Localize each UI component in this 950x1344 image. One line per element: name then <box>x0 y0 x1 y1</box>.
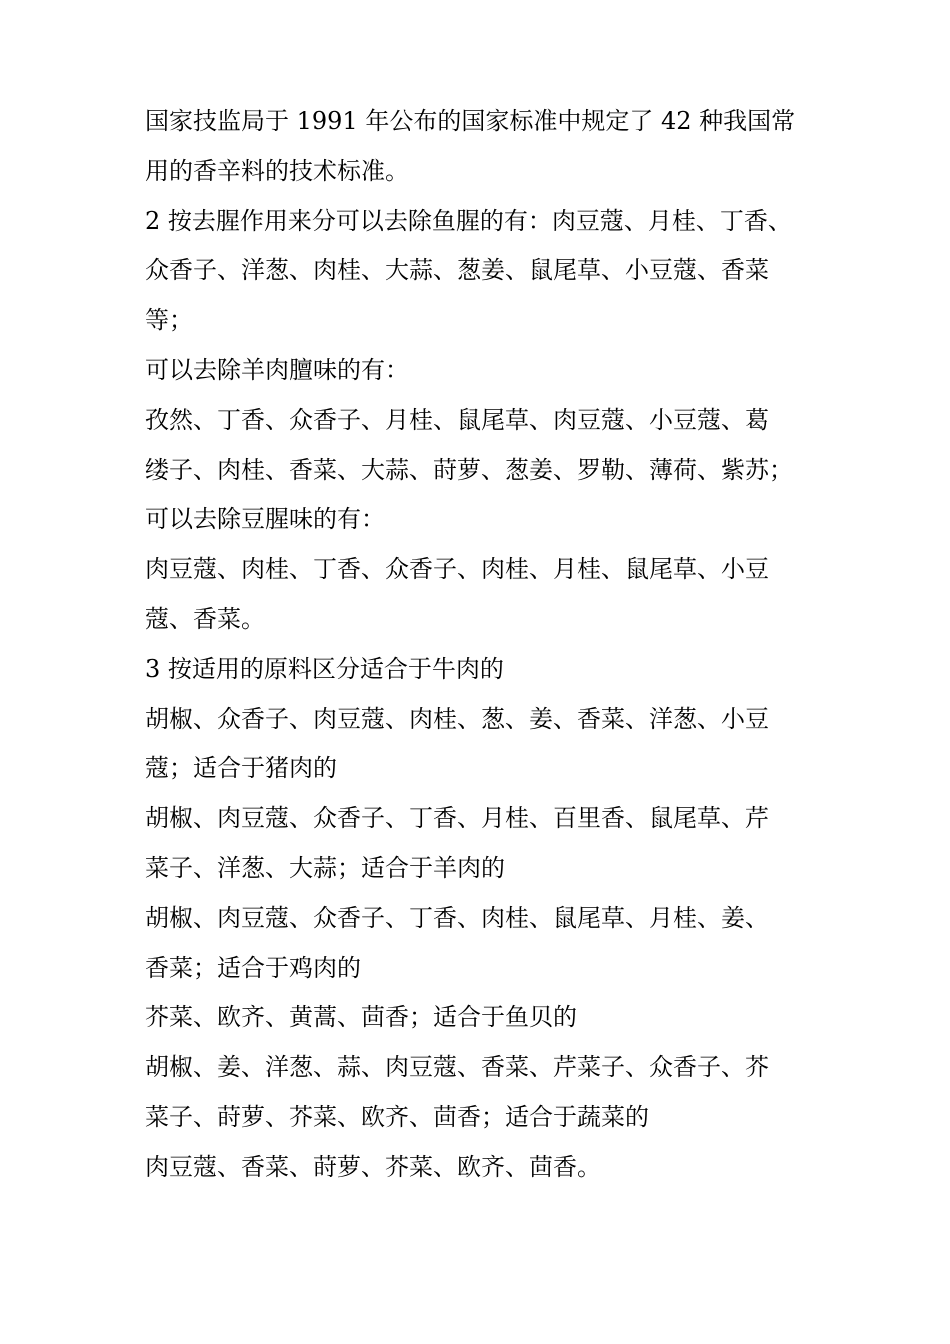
text-line: 香菜；适合于鸡肉的 <box>145 953 361 982</box>
text-line: 等； <box>145 306 193 335</box>
text-line: 蔻；适合于猪肉的 <box>145 754 337 783</box>
text-line: 缕子、肉桂、香菜、大蒜、莳萝、葱姜、罗勒、薄荷、紫苏； <box>145 455 793 484</box>
text-line: 菜子、莳萝、芥菜、欧齐、茴香；适合于蔬菜的 <box>145 1102 649 1131</box>
text-line: 胡椒、肉豆蔻、众香子、丁香、肉桂、鼠尾草、月桂、姜、 <box>145 903 769 932</box>
document-body <box>145 97 825 1193</box>
text-line: 胡椒、肉豆蔻、众香子、丁香、月桂、百里香、鼠尾草、芹 <box>145 804 769 833</box>
text-line: 芥菜、欧齐、黄蒿、茴香；适合于鱼贝的 <box>145 1003 577 1032</box>
text-line: 众香子、洋葱、肉桂、大蒜、葱姜、鼠尾草、小豆蔻、香菜 <box>145 256 769 285</box>
text-line: 菜子、洋葱、大蒜；适合于羊肉的 <box>145 853 505 882</box>
text-line: 胡椒、众香子、肉豆蔻、肉桂、葱、姜、香菜、洋葱、小豆 <box>145 704 769 733</box>
text-line: 可以去除豆腥味的有： <box>145 505 385 534</box>
text-line: 肉豆蔻、香菜、莳萝、芥菜、欧齐、茴香。 <box>145 1152 601 1181</box>
text-line: 可以去除羊肉膻味的有： <box>145 355 409 384</box>
text-line: 肉豆蔻、肉桂、丁香、众香子、肉桂、月桂、鼠尾草、小豆 <box>145 555 769 584</box>
text-line: 用的香辛料的技术标准。 <box>145 156 409 185</box>
text-line: 2 按去腥作用来分可以去除鱼腥的有：肉豆蔻、月桂、丁香、 <box>145 206 792 235</box>
text-line: 胡椒、姜、洋葱、蒜、肉豆蔻、香菜、芹菜子、众香子、芥 <box>145 1053 769 1082</box>
text-line: 孜然、丁香、众香子、月桂、鼠尾草、肉豆蔻、小豆蔻、葛 <box>145 405 769 434</box>
text-line: 国家技监局于 1991 年公布的国家标准中规定了 42 种我国常 <box>145 107 796 135</box>
text-line: 3 按适用的原料区分适合于牛肉的 <box>145 654 504 683</box>
text-line: 蔻、香菜。 <box>145 604 265 633</box>
